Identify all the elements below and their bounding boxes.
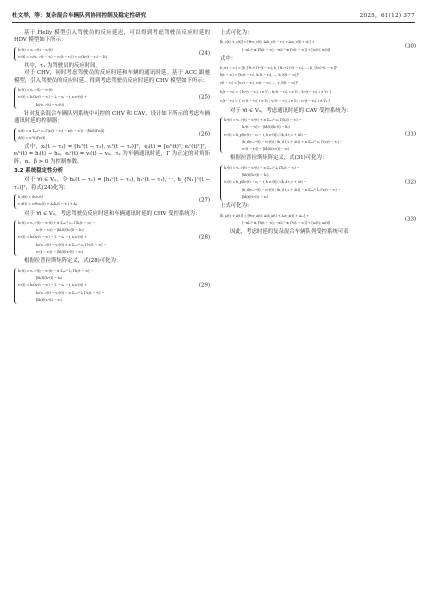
equation-number: (33) [404, 216, 416, 223]
equation-line: βdᵢ(t)(vᵢᵃ(t) − v₀) [242, 194, 268, 199]
equation-31 [220, 117, 416, 153]
equation-line: v̇ᵢᶜ(t) = k₁(hᵢᶜ(t − τ₁) − L − s₀ − t_a vᵢᶜ(t)) + [18, 95, 87, 100]
equation-line: ḣᵢᵛ(t) = vᵢ₋₁ᵛ(t) − vᵢᵛ(t) [18, 47, 53, 52]
paragraph: 式中，xᵢ(t − τ₂) = [hᵢᵀ(t − τ₂), vᵢᵀ(t − τ₂)]ᵀ，eᵢ(t) = [eᵢʰ(t)ᵀ, eᵢᵛ(t)ᵀ]ᵀ，eᵢʰ(t) = hᵢ(t) − h₀，eᵢᵛ(t) = vᵢ(t) − v₀，τ₂ 为车辆通讯时延，Γ 为正定的对角矩阵，α、β > 0 为控制参数。 [14, 144, 210, 165]
paragraph: 其中，τ₁ 为驾驶员的反应时间。 [24, 63, 101, 70]
running-header [12, 10, 415, 23]
paragraph: 根据拉普拉斯矩阵定义，式(28)可化为： [24, 258, 122, 265]
equation-line: ḣᵢᵃ(t) = vᵢ₋₁ᵃ(t) − vᵢᵃ(t) + α Σⱼ₌₁ᴺ cᵢⱼ Γ(hⱼ(t − τ₂) − [224, 117, 302, 122]
equation-number: (24) [198, 50, 210, 57]
right-column [220, 30, 416, 236]
equation-line: v̇ᵢᶜ(t) = k₁(hᵢᶜ(t − τ₁) − L − s₀ − t_a vᵢᶜ(t)) + [18, 235, 87, 240]
equation-line: ḣᵢᶜ(t) = vᵢ₋₁ᶜ(t) − vᵢᶜ(t) [18, 88, 53, 93]
brace [220, 165, 224, 201]
paragraph: 基于 Helly 模型引入驾驶员的反应延迟，可以得到考虑驾驶员反应时延的 HDV 模型如下所示： [14, 30, 210, 44]
equation-32 [220, 165, 416, 201]
equation-number: (29) [198, 282, 210, 289]
equation-line: v̇ᵢᶜ(t) = k₁(hᵢᶜ(t − τ₁) − L − s₀ − t_a vᵢᶜ(t)) + [18, 283, 87, 288]
equation-number: (28) [198, 234, 210, 241]
equation-28 [14, 220, 210, 256]
equation-line: ḋᵢ(t) = eᵢᵀ(t)Γeᵢ(t) [18, 135, 46, 140]
equation-line: [ḣ_c(t); v̇_c(t)] = [Θ₂v_c(t); A₅h_c(t − τ₁) + A₆v_c(t) + A₇] + [220, 40, 315, 45]
equation-line: [−αL⁽³⁾ ⊗ Γh(t − τ₂); −αL⁽³⁾ ⊗ Γv(t − τ₂)] + [u₃(t); u₄(t)] [242, 220, 331, 225]
left-column [14, 30, 210, 306]
equation-line: k₂(vᵢ₋₁ᶜ(t) − vᵢᶜ(t)) [36, 102, 64, 107]
paragraph: 对于 ∀i ∈ V₂，考虑驾驶员反应时延和车辆通讯时延的 CHV 受控系统为： [24, 210, 201, 217]
brace [14, 87, 18, 109]
paragraph: 上式可化为： [220, 30, 253, 36]
equation-line: vᵢᵃ(t − τ₂)) − βdᵢ(t)(vᵢᵃ(t) − v₀) [242, 147, 290, 152]
equation-25 [14, 87, 210, 109]
brace [14, 268, 18, 304]
definition-line: h_c(t − τ₁) = [h_{N₁+1}ᶜ(t − τ₁), h_{N₁+2}ᶜ(t − τ₁), ⋯, h_{N₂}ᶜ(t − τ₁)]ᵀ [220, 66, 338, 71]
equation-33 [220, 213, 416, 228]
header-title: 杜文举，等：复杂混合车辆队列协同控制及稳定性研究 [12, 13, 147, 19]
equation-line: (k_d(vᵢ₋₁ᵃ(t) − vᵢᵃ(t)) / (k_d t_c + Δt)) + α Σⱼ₌₁ᴺ cᵢⱼ Γ(vⱼ(t − τ₂) − [242, 139, 343, 144]
equation-line: k₂(vᵢ₋₁ᶜ(t) − vᵢᶜ(t)) + α Σⱼ₌₁ᴺ cᵢⱼ Γ(vⱼ(t − τ₂) − [36, 242, 107, 247]
paragraph: 针对复杂混合车辆队列系统中可控的 CHV 和 CAV，设计如下所示的考虑车辆通讯时延的控制器： [14, 110, 210, 125]
equation-line: k₂(vᵢ₋₁ᶜ(t) − vᵢᶜ(t)) − α Σⱼ₌₁ᴺ lᵢⱼ Γvⱼ(t − τ₂) − [36, 290, 105, 295]
brace [14, 194, 18, 209]
paragraph: 对于 CHV，同时考虑驾驶员的反应时延和车辆的通讯时延。基于 ACC 跟驰模型，引入驾驶员的反应时延，得到考虑驾驶员反应时延的 CHV 模型如下所示： [14, 70, 210, 84]
paragraph: 对于 ∀i ∈ V₃，考虑通讯时延的 CAV 受控系统为： [230, 107, 352, 114]
definition-line: hⱼ(t − τ₂) = { hⱼᵛ(t − τ₂), i ∈ V₁ ; hⱼᶜ(t − τ₂), i ∈ V₂ ; hⱼᵃ(t − τ₂), i ∈ V₃ } [220, 90, 332, 95]
equation-line: βdᵢ(t)(hᵢᶜ(t) − h₀) [36, 275, 63, 280]
equation-27 [14, 194, 210, 209]
equation-26 [14, 128, 210, 143]
brace [14, 47, 18, 62]
equation-line: (k_d(vᵢ₋₁ᵃ(t) − vᵢᵃ(t)) / (k_d t_c + Δt)) − α Σⱼ₌₁ᴺ lᵢⱼ Γvⱼ(t − τ₂) − [242, 187, 341, 192]
equation-line: [−αL⁽²⁾ ⊗ Γh(t − τ₂); −αL⁽²⁾ ⊗ Γv(t − τ₂)] + [u₁(t); u₂(t)] [242, 47, 331, 52]
equation-line: v̇ᵢᵃ(t) = k_p(hᵢᵃ(t) − r₀ − t_h vᵢᵃ(t)) / (k_d t_c + Δt) − [224, 132, 307, 137]
section-heading: 3.2 系统稳定性分析 [14, 168, 64, 175]
equation-line: hᵢᵃ(t − τ₂)) − βdᵢ(t)(hᵢᵃ(t) − h₀) [242, 125, 290, 130]
paragraph: 根据拉普拉斯矩阵定义，式(31)可化为： [230, 155, 328, 162]
equation-line: ḣᵢᶜ(t) = vᵢ₋₁ᶜ(t) − vᵢᶜ(t) − α Σⱼ₌₁ᴺ lᵢⱼ Γhⱼ(t − τ₂) − [18, 268, 94, 273]
paragraph: 上式可化为： [220, 203, 253, 210]
equation-line: ḣᵢᶜ(t) = vᵢ₋₁ᶜ(t) − vᵢᶜ(t) + α Σⱼ₌₁ᴺ cᵢⱼ Γ(hⱼ(t − τ₂) − [18, 220, 96, 225]
equation-line: v̇ᵢᵛ(t) = c₁(vᵢ₋₁ᵛ(t − τ₁) − vᵢᵛ(t − τ₁)) + c₂(hᵢᵛ(t − τ₁) − Dᵢ) [18, 54, 108, 59]
paragraph: 因此，考虑时延的复杂混合车辆队列受控系统可表 [230, 229, 349, 236]
equation-number: (30) [404, 42, 416, 49]
brace [14, 220, 18, 256]
header-page-info: 2025，61(12) 377 [359, 13, 415, 19]
equation-24 [14, 47, 210, 62]
equation-line: hᵢᶜ(t − τ₂)) − βdᵢ(t)(hᵢᶜ(t) − h₀) [36, 228, 84, 233]
equation-line: v̇ᵢᵃ(t) = k_p(hᵢᵃ(t) − r₀ − t_h vᵢᵃ(t)) / (k_d t_c + Δt) − [224, 180, 307, 185]
definition-line: h(t − τ₂) = [h₁(t − τ₂), h₂(t − τ₂), ⋯, h_N(t − τ₂)]ᵀ [220, 73, 299, 78]
equation-line: [ḣ_a(t); v̇_a(t)] = [Θ₃v_a(t); A₈h_a(t) + A₉v_a(t) + A₁₀] + [220, 213, 309, 218]
brace [220, 117, 224, 153]
equation-line: βdᵢ(t)(vᵢᶜ(t) − v₀) [36, 297, 62, 302]
paragraph: 对于 ∀i ∈ V₁，令 hₐ(t − τ₁) = [h₁ᵛ(t − τ₁), h₂ᵛ(t − τ₁), ⋯, h_{N₁}ᵛ(t − τ₁)]ᵀ，将式(24)化为： [14, 177, 210, 191]
equation-29 [14, 268, 210, 304]
brace [14, 128, 18, 143]
equation-number: (26) [198, 131, 210, 138]
equation-number: (27) [198, 197, 210, 204]
paragraph: 式中： [220, 55, 237, 62]
equation-line: vᵢᶜ(t − τ₂)) − βdᵢ(t)(vᵢᶜ(t) − v₀) [36, 250, 83, 255]
equation-line: v̇_d(t) = c₁Θ₁vₐ(t) + A₃hₐ(t − τ₁) + A₄ [18, 202, 77, 207]
definition-line: v(t − τ₂) = [v₁(t − τ₂), v₂(t − τ₂), ⋯, v_N(t − τ₂)]ᵀ [220, 80, 298, 85]
equation-line: βdᵢ(t)(hᵢᵃ(t) − h₀) [242, 173, 269, 178]
equation-number: (32) [404, 179, 416, 186]
equation-line: ḣᵢᵃ(t) = vᵢ₋₁ᵃ(t) − vᵢᵃ(t) − α Σⱼ₌₁ᴺ lᵢⱼ Γhⱼ(t − τ₂) − [224, 165, 300, 170]
equation-line: ḣ_d(t) = Θ₁vₐ(t) [18, 194, 43, 199]
definitions [220, 65, 416, 105]
equation-number: (31) [404, 131, 416, 138]
equation-number: (25) [198, 94, 210, 101]
equation-line: uᵢ(t) = α Σⱼ₌₁ᴺ cᵢⱼ Γ(xⱼ(t − τ₂) − xᵢ(t − τ₂)) − βdᵢ(t)Γeᵢ(t) [18, 128, 105, 133]
equation-30 [220, 39, 416, 54]
definition-line: vⱼ(t − τ₂) = { vⱼᵛ(t − τ₂), i ∈ V₁ ; vⱼᶜ(t − τ₂), i ∈ V₂ ; vⱼᵃ(t − τ₂), i ∈ V₃ } [220, 99, 331, 104]
